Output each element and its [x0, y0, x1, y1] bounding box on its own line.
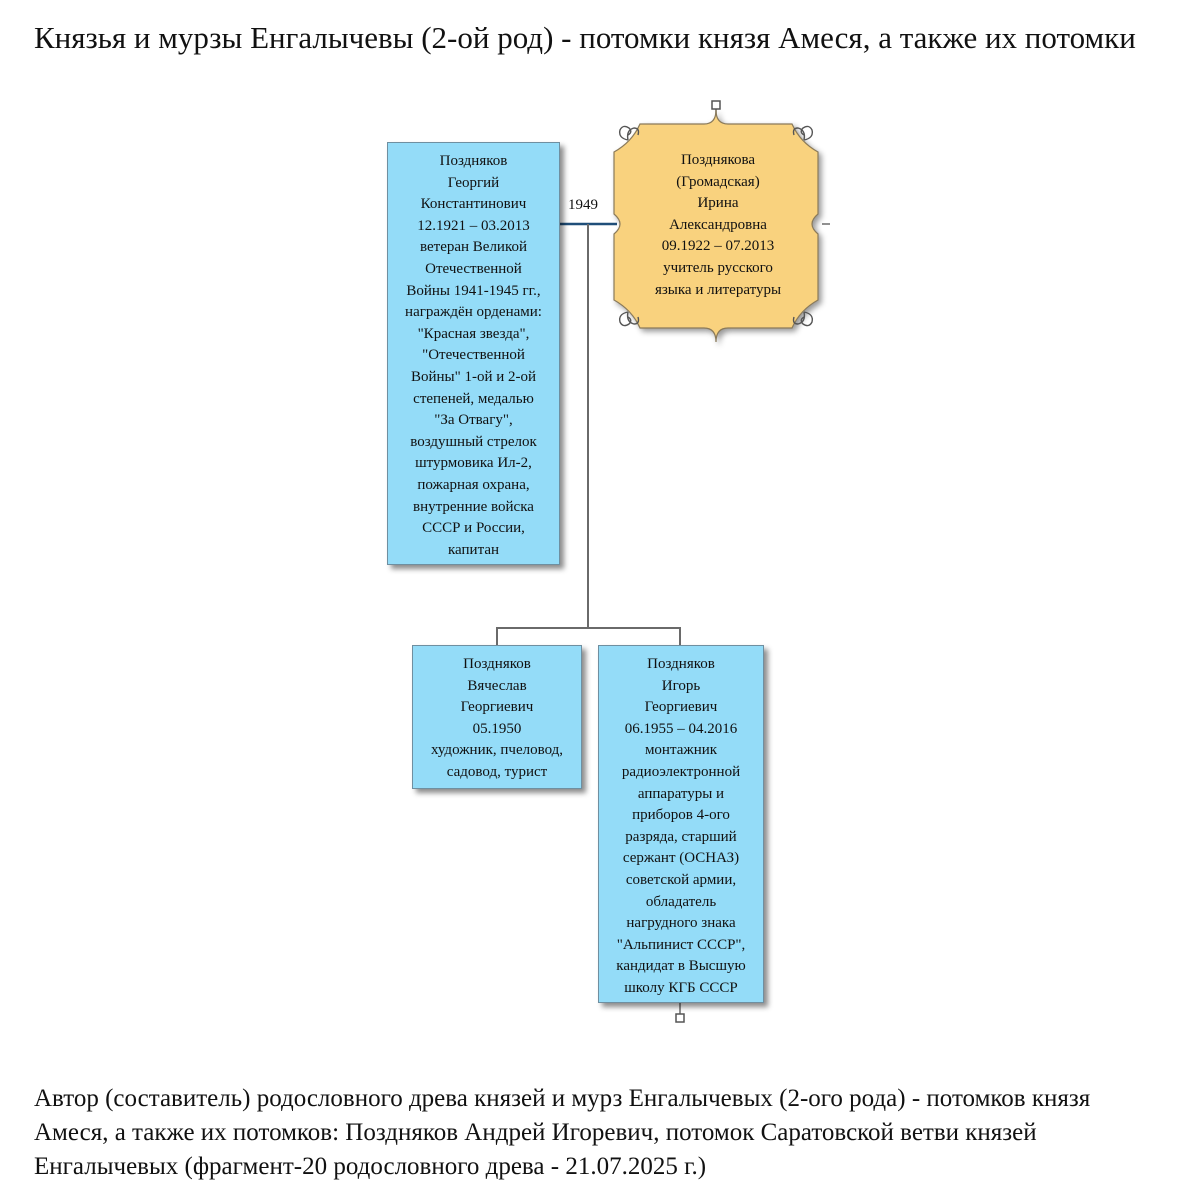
child1-line: Поздняков — [463, 656, 531, 672]
husband-line: "Отечественной — [422, 347, 525, 364]
child2-line: монтажник — [644, 742, 718, 759]
wife-line: 09.1922 – 07.2013 — [661, 238, 775, 255]
person-card-child-2[interactable] — [598, 645, 764, 1003]
child2-line: "Альпинист СССР", — [616, 936, 746, 953]
child2-line: обладатель — [645, 893, 717, 910]
expand-up-handle-icon[interactable] — [712, 101, 720, 109]
husband-line: 12.1921 – 03.2013 — [417, 217, 530, 234]
person-card-husband[interactable] — [387, 142, 560, 565]
husband-line: Войны 1941-1945 гг., — [406, 282, 541, 299]
child2-line: аппаратуры и — [637, 785, 725, 802]
child1-line: художник, пчеловод, — [430, 742, 564, 759]
child2-line: Георгиевич — [644, 699, 718, 716]
husband-line: награждён орденами: — [405, 304, 542, 321]
husband-line: внутренние войска — [413, 498, 534, 515]
husband-line: ветеран Великой — [419, 239, 528, 256]
husband-line: Войны" 1-ой и 2-ой — [410, 368, 537, 385]
child1-line: Вячеслав — [467, 677, 527, 694]
child2-line: кандидат в Высшую — [616, 958, 746, 975]
wife-line: Ирина — [697, 195, 739, 212]
wife-line: Позднякова — [680, 152, 756, 168]
husband-line: Георгий — [447, 174, 500, 191]
child1-line: садовод, турист — [446, 763, 548, 780]
child2-line: советской армии, — [625, 871, 737, 888]
child1-line: Георгиевич — [460, 699, 534, 716]
wife-line: учитель русского — [663, 259, 773, 276]
husband-line: "Красная звезда", — [417, 325, 530, 342]
child2-line: разряда, старший — [625, 828, 737, 845]
husband-line: Константинович — [420, 196, 527, 213]
husband-line: капитан — [448, 541, 499, 558]
husband-line: воздушный стрелок — [410, 433, 537, 450]
child2-line: Игорь — [661, 677, 701, 694]
child2-line: 06.1955 – 04.2016 — [624, 720, 738, 737]
person-card-wife[interactable] — [618, 150, 818, 301]
child2-line: сержант (ОСНАЗ) — [622, 850, 740, 867]
husband-line: Поздняков — [439, 153, 508, 169]
wife-line: языка и литературы — [654, 281, 782, 298]
child2-line: Поздняков — [647, 656, 715, 672]
husband-line: степеней, медалью — [413, 390, 534, 407]
wife-line: (Громадская) — [676, 173, 760, 190]
husband-line: "За Отвагу", — [434, 412, 513, 429]
expand-down-handle-icon[interactable] — [676, 1014, 684, 1022]
marriage-year-label: 1949 — [568, 197, 598, 213]
child2-line: школу КГБ СССР — [624, 979, 738, 996]
child2-line: нагрудного знака — [626, 915, 736, 932]
child2-line: радиоэлектронной — [621, 763, 741, 780]
wife-line: Александровна — [669, 216, 767, 233]
husband-line: штурмовика Ил-2, — [415, 455, 532, 472]
author-note: Автор (составитель) родословного древа князей и мурз Енгалычевых (2-ого рода) - потомков князя Амеся, а также их потомков: Поздняков Андрей Игоревич, потомок Саратовской ветви князей Енгалычевых (фрагмент-20 родословного древа - 21.07.2025 г.) — [34, 1085, 1091, 1180]
husband-line: пожарная охрана, — [417, 476, 530, 493]
child2-line: приборов 4-ого — [632, 807, 730, 824]
page-title: Князья и мурзы Енгалычевы (2-ой род) - потомки князя Амеся, а также их потомки — [34, 20, 1136, 55]
person-card-child-1[interactable] — [412, 645, 582, 789]
husband-line: СССР и России, — [422, 520, 525, 537]
husband-line: Отечественной — [425, 260, 522, 277]
child1-line: 05.1950 — [472, 720, 522, 737]
